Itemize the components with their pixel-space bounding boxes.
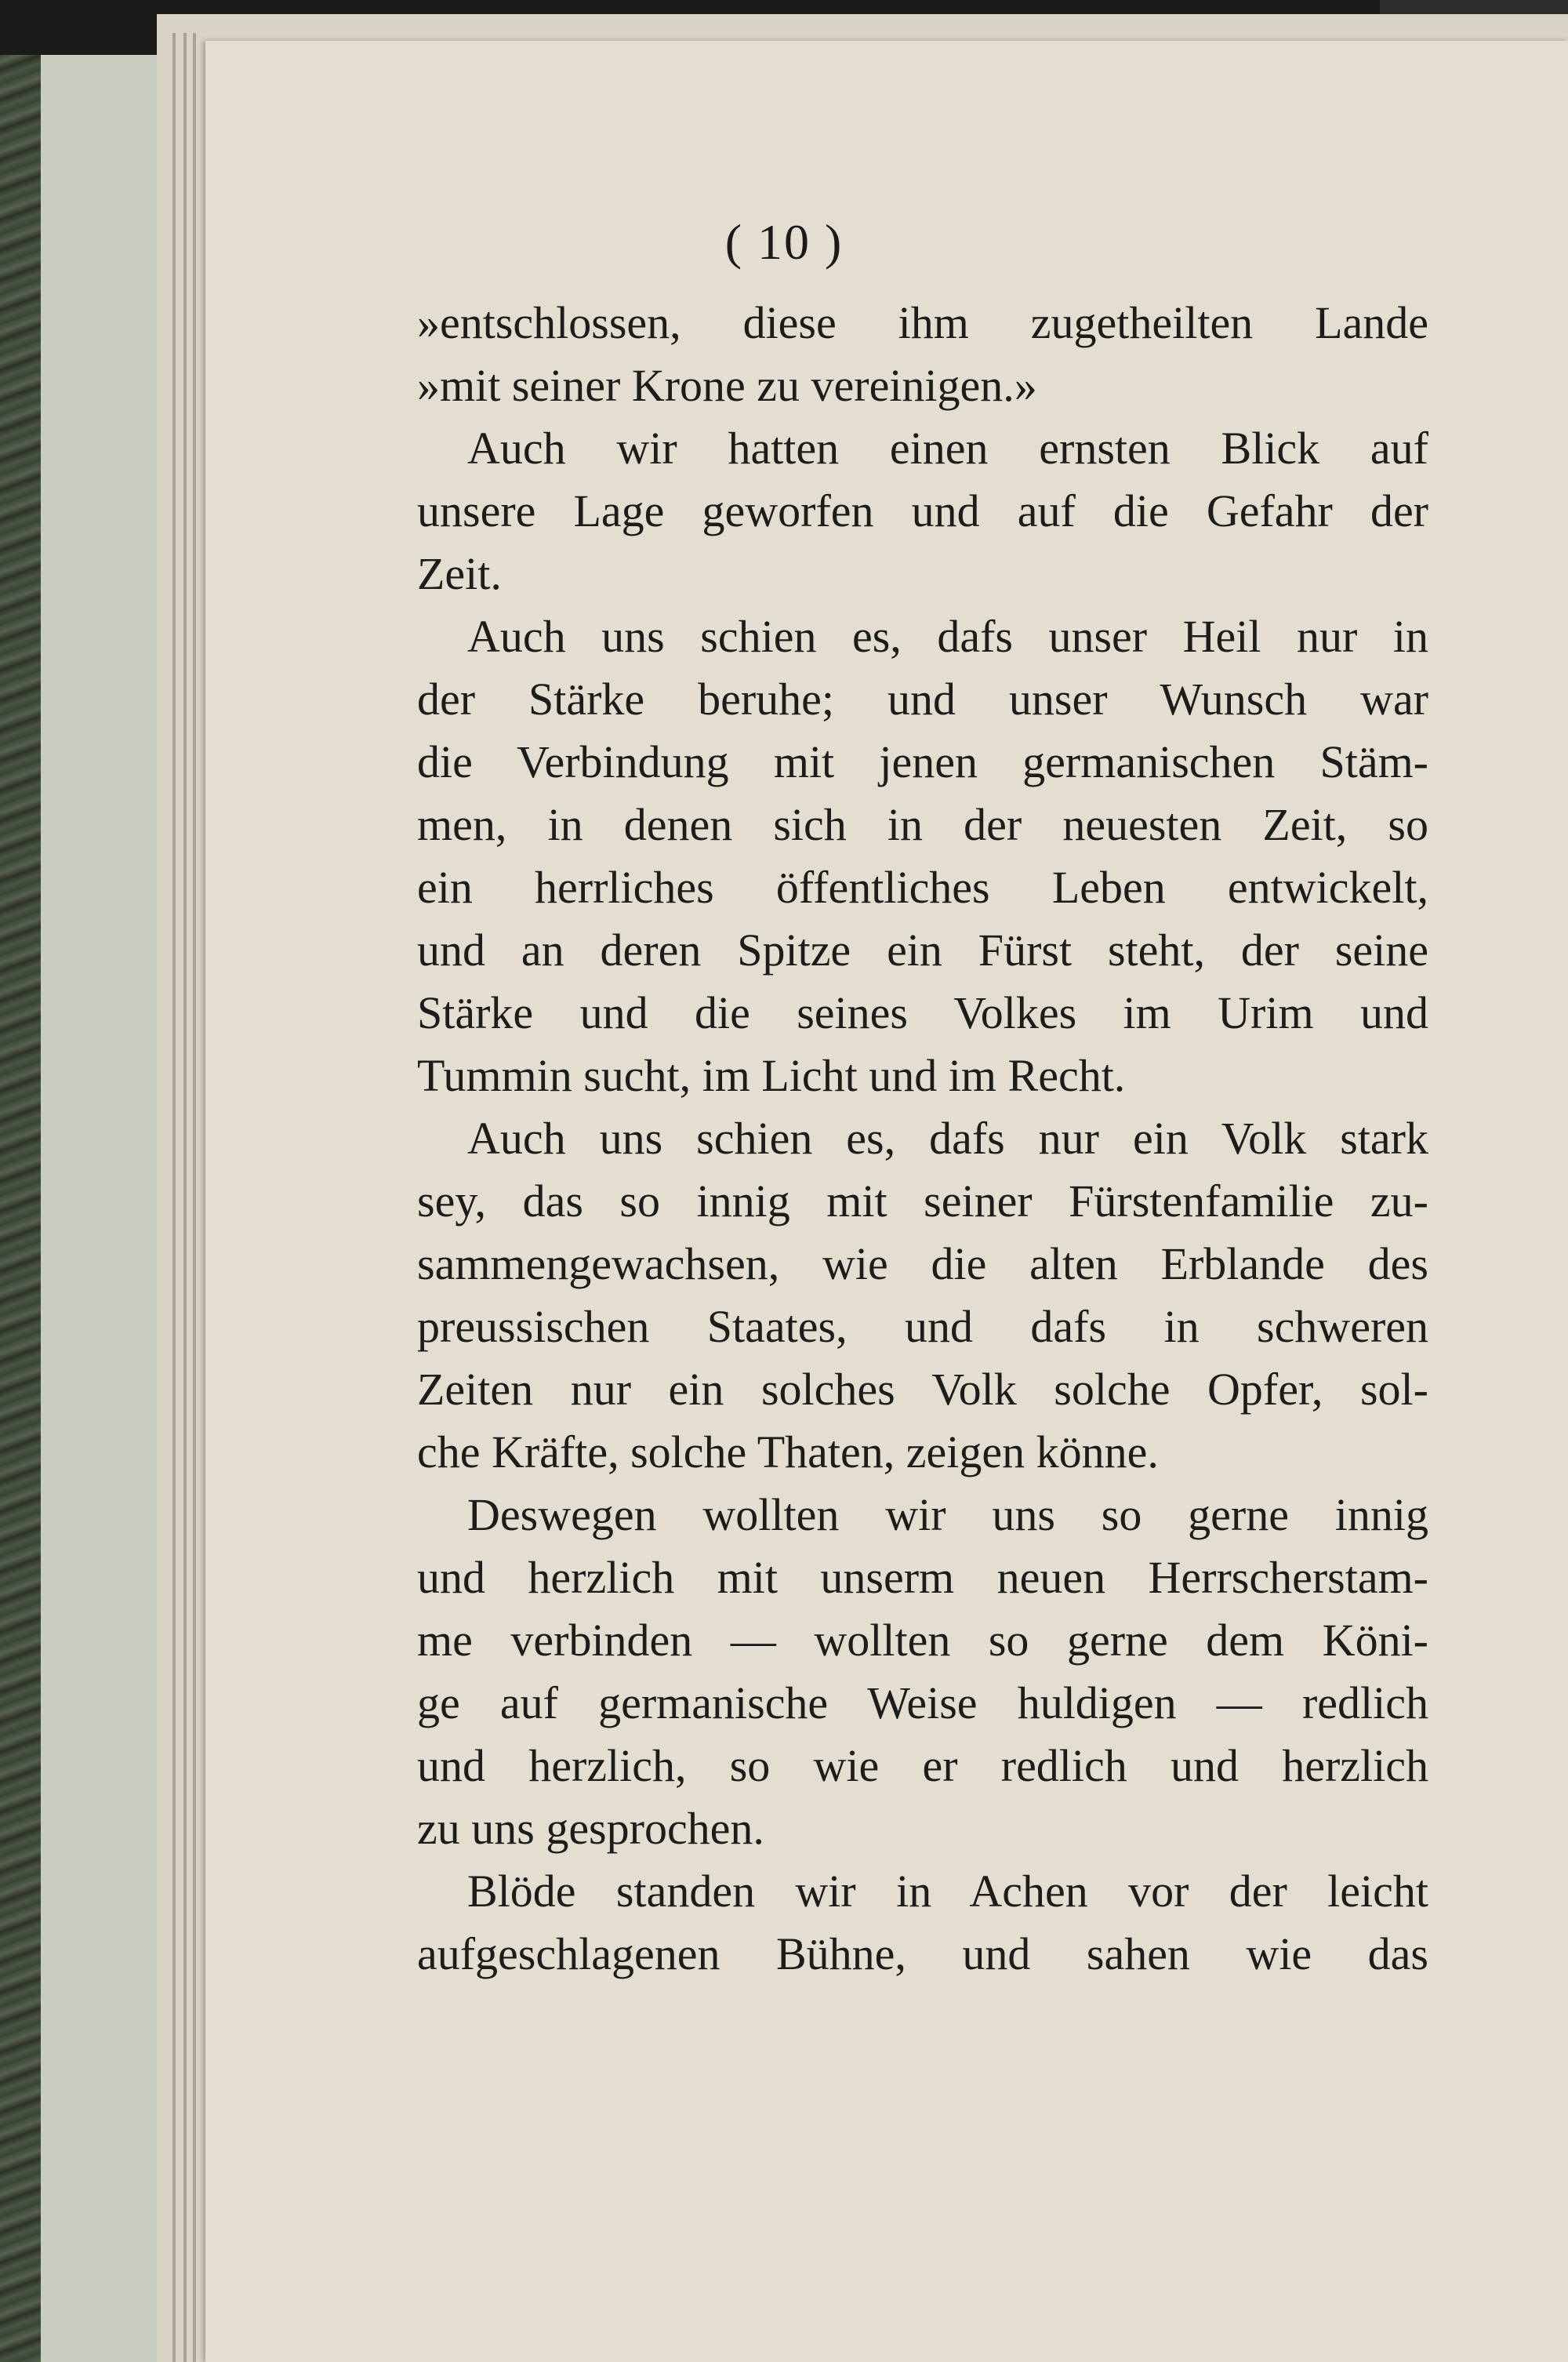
text-line: ein herrliches öffentliches Leben entwickelt, (417, 862, 1428, 913)
text-line: sammengewachsen, wie die alten Erblande des (417, 1238, 1428, 1289)
text-line: Zeit. (417, 548, 502, 599)
text-line: »mit seiner Krone zu vereinigen.» (417, 360, 1037, 411)
text-line: der Stärke beruhe; und unser Wunsch war (417, 674, 1428, 725)
text-line: me verbinden — wollten so gerne dem Köni- (417, 1615, 1428, 1666)
page-edge (193, 33, 196, 2362)
text-line: Zeiten nur ein solches Volk solche Opfer, sol- (417, 1364, 1428, 1415)
page-number: ( 10 ) (724, 214, 844, 270)
text-line: und herzlich, so wie er redlich und herzlich (417, 1740, 1428, 1791)
text-line: und an deren Spitze ein Fürst steht, der seine (417, 925, 1428, 976)
text-line: Auch uns schien es, dafs unser Heil nur in (467, 611, 1428, 662)
text-line: Blöde standen wir in Achen vor der leicht (467, 1866, 1428, 1917)
text-line: die Verbindung mit jenen germanischen Stäm- (417, 736, 1428, 787)
text-line: ge auf germanische Weise huldigen — redlich (417, 1677, 1428, 1728)
text-line: che Kräfte, solche Thaten, zeigen könne. (417, 1426, 1159, 1477)
text-line: zu uns gesprochen. (417, 1803, 764, 1854)
text-line: unsere Lage geworfen und auf die Gefahr der (417, 485, 1428, 536)
text-line: men, in denen sich in der neuesten Zeit, so (417, 799, 1428, 850)
text-line: »entschlossen, diese ihm zugetheilten Lande (417, 297, 1428, 348)
text-line: Tummin sucht, im Licht und im Recht. (417, 1050, 1126, 1101)
text-line: sey, das so innig mit seiner Fürstenfamilie zu- (417, 1176, 1428, 1226)
text-line: aufgeschlagenen Bühne, und sahen wie das (417, 1928, 1428, 1979)
page-edge (172, 33, 176, 2362)
page-text (417, 292, 1428, 1986)
text-line: Auch wir hatten einen ernsten Blick auf (467, 423, 1428, 474)
text-line: Deswegen wollten wir uns so gerne innig (467, 1489, 1428, 1540)
text-line: und herzlich mit unserm neuen Herrscherstam- (417, 1552, 1428, 1603)
text-line: Stärke und die seines Volkes im Urim und (417, 987, 1428, 1038)
text-line: Auch uns schien es, dafs nur ein Volk stark (467, 1113, 1428, 1164)
page-edge (183, 33, 187, 2362)
text-line: preussischen Staates, und dafs in schweren (417, 1301, 1428, 1352)
